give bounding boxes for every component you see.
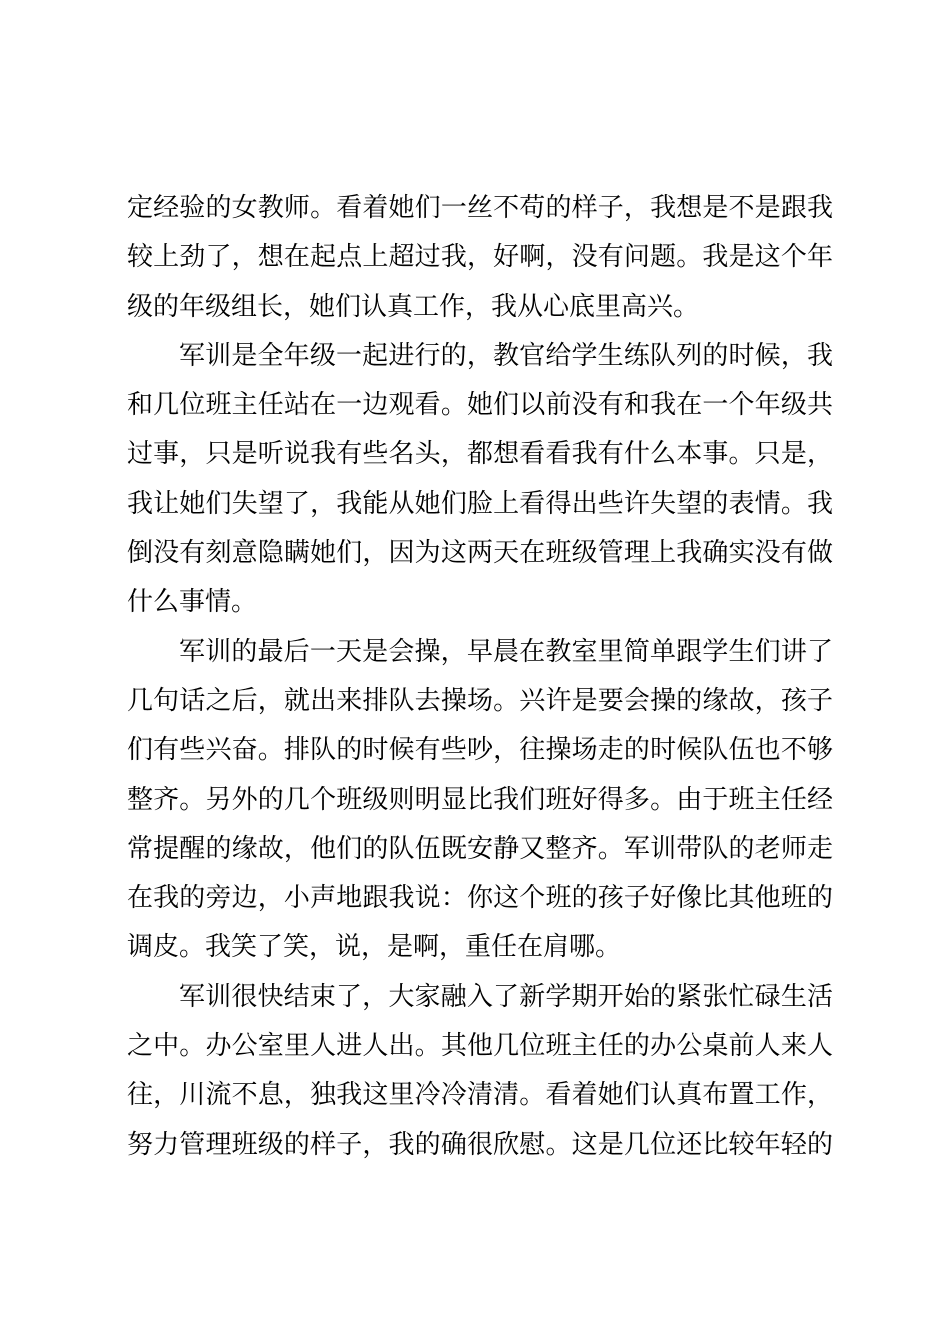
text-line: 往，川流不息，独我这里冷冷清清。看着她们认真布置工作， (127, 1080, 833, 1111)
text-line: 几句话之后，就出来排队去操场。兴许是要会操的缘故，孩子 (127, 685, 833, 716)
text-line: 们有些兴奋。排队的时候有些吵，往操场走的时候队伍也不够 (127, 735, 833, 766)
body-text (127, 184, 833, 1170)
text-line: 军训很快结束了，大家融入了新学期开始的紧张忙碌生活 (179, 981, 833, 1012)
text-line: 在我的旁边，小声地跟我说：你这个班的孩子好像比其他班的 (127, 883, 833, 914)
text-line: 什么事情。 (127, 587, 258, 618)
paragraph (127, 973, 833, 1170)
text-line: 定经验的女教师。看着她们一丝不苟的样子，我想是不是跟我 (127, 193, 833, 223)
text-line: 调皮。我笑了笑，说，是啊，重任在肩哪。 (127, 932, 622, 963)
paragraph (127, 332, 833, 628)
text-line: 级的年级组长，她们认真工作，我从心底里高兴。 (127, 291, 700, 322)
text-line: 我让她们失望了，我能从她们脸上看得出些许失望的表情。我 (127, 488, 833, 519)
paragraph (127, 184, 833, 332)
text-line: 军训的最后一天是会操，早晨在教室里简单跟学生们讲了 (179, 636, 833, 667)
paragraph (127, 628, 833, 973)
text-line: 努力管理班级的样子，我的确很欣慰。这是几位还比较年轻的 (127, 1129, 833, 1160)
text-line: 之中。办公室里人进人出。其他几位班主任的办公桌前人来人 (127, 1031, 833, 1062)
text-line: 军训是全年级一起进行的，教官给学生练队列的时候，我 (179, 340, 833, 371)
text-line: 过事，只是听说我有些名头，都想看看我有什么本事。只是， (127, 439, 833, 470)
text-line: 和几位班主任站在一边观看。她们以前没有和我在一个年级共 (127, 390, 833, 421)
text-line: 较上劲了，想在起点上超过我，好啊，没有问题。我是这个年 (127, 242, 833, 273)
text-line: 倒没有刻意隐瞒她们，因为这两天在班级管理上我确实没有做 (127, 538, 833, 569)
text-line: 常提醒的缘故，他们的队伍既安静又整齐。军训带队的老师走 (127, 833, 833, 864)
text-line: 整齐。另外的几个班级则明显比我们班好得多。由于班主任经 (127, 784, 833, 815)
